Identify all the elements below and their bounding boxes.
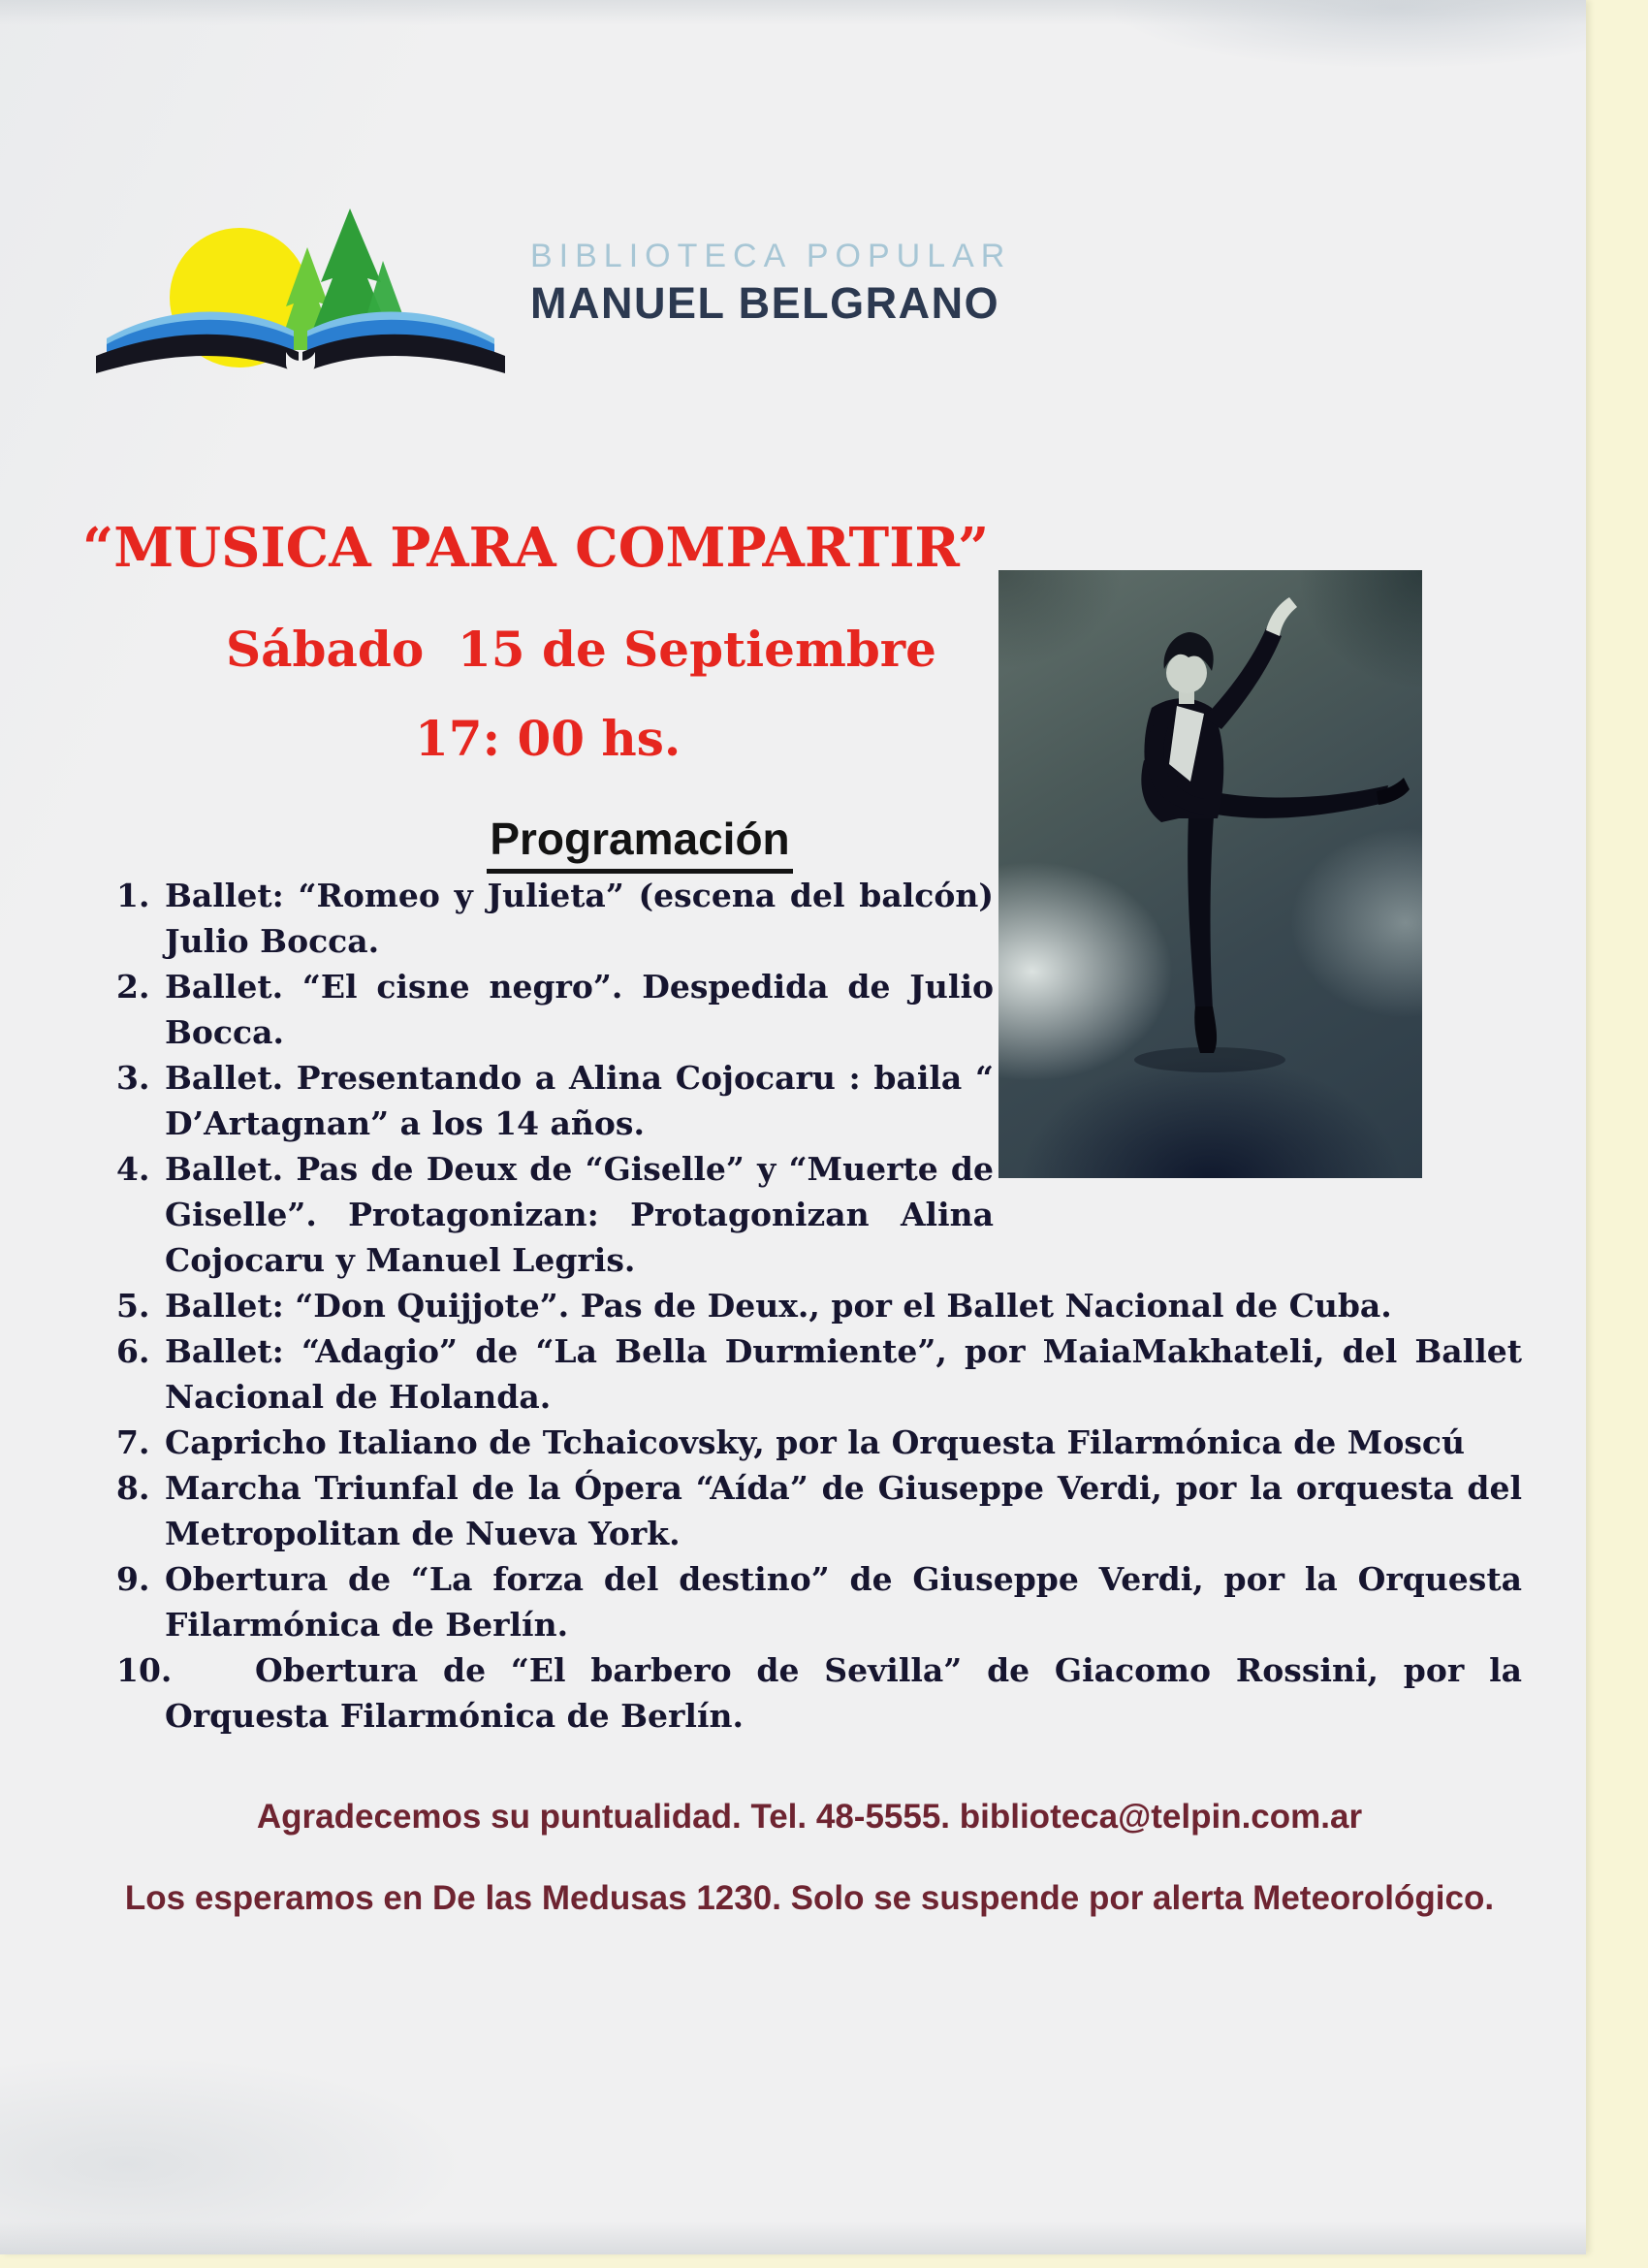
footer-location-line: Los esperamos en De las Medusas 1230. Solo se suspende por alerta Meteorológico. [124,1879,1495,1917]
program-heading: Programación [487,813,792,874]
program-item [116,1283,1522,1328]
program-item [116,873,994,964]
program-item-text: Ballet: “Adagio” de “La Bella Durmiente”, por MaiaMakhateli, del Ballet Nacional de Holanda. [165,1332,1522,1416]
program-item-text: Obertura de “El barbero de Sevilla” de Giacomo Rossini, por la Orquesta Filarmónica de Berlín. [165,1651,1522,1735]
program-item-number: 8. [116,1469,150,1507]
program-item-number: 10. [116,1651,173,1689]
program-item [116,1146,994,1283]
library-logo-graphic [92,197,509,391]
program-item [116,1328,1522,1420]
program-item-text: Ballet. Pas de Deux de “Giselle” y “Muerte de Giselle”. Protagonizan: Protagonizan Alina Cojocaru y Manuel Legris. [165,1150,994,1279]
program-item-text: Obertura de “La forza del destino” de Giuseppe Verdi, por la Orquesta Filarmónica de Berlín. [165,1560,1522,1644]
program-item-number: 2. [116,968,150,1006]
program-item [116,1420,1522,1465]
program-item-number: 4. [116,1150,150,1188]
program-item-text: Capricho Italiano de Tchaicovsky, por la Orquesta Filarmónica de Moscú [165,1423,1465,1461]
event-time: 17: 00 hs. [415,710,681,767]
program-item-text: Ballet. “El cisne negro”. Despedida de Julio Bocca. [165,968,994,1051]
library-name [530,197,1011,329]
program-item [116,1465,1522,1556]
program-item-number: 3. [116,1059,150,1097]
program-item [116,1647,1522,1739]
program-item-text: Ballet: “Don Quijjote”. Pas de Deux., por el Ballet Nacional de Cuba. [165,1287,1392,1325]
library-logo [92,197,1011,391]
program-item-number: 5. [116,1287,150,1325]
program-item-number: 7. [116,1423,150,1461]
event-date: Sábado 15 de Septiembre [226,621,936,678]
program-item [116,1556,1522,1647]
library-name-line1: BIBLIOTECA POPULAR [530,238,1012,274]
footer-punctuality-line: Agradecemos su puntualidad. Tel. 48-5555. biblioteca@telpin.com.ar [256,1798,1363,1836]
event-title: “MUSICA PARA COMPARTIR” [82,516,990,580]
program-item-text: Ballet: “Romeo y Julieta” (escena del balcón) Julio Bocca. [165,877,994,960]
program-item-text: Ballet. Presentando a Alina Cojocaru : baila “ D’Artagnan” a los 14 años. [165,1059,994,1142]
program-item [116,1055,994,1146]
program-item-number: 9. [116,1560,150,1598]
program-item-text: Marcha Triunfal de la Ópera “Aída” de Giuseppe Verdi, por la orquesta del Metropolitan de Nueva York. [165,1469,1522,1552]
program-list [116,873,1532,1739]
program-item [116,964,994,1055]
program-item-number: 1. [116,877,150,914]
program-item-number: 6. [116,1332,150,1370]
library-name-line2: MANUEL BELGRANO [530,278,1000,328]
